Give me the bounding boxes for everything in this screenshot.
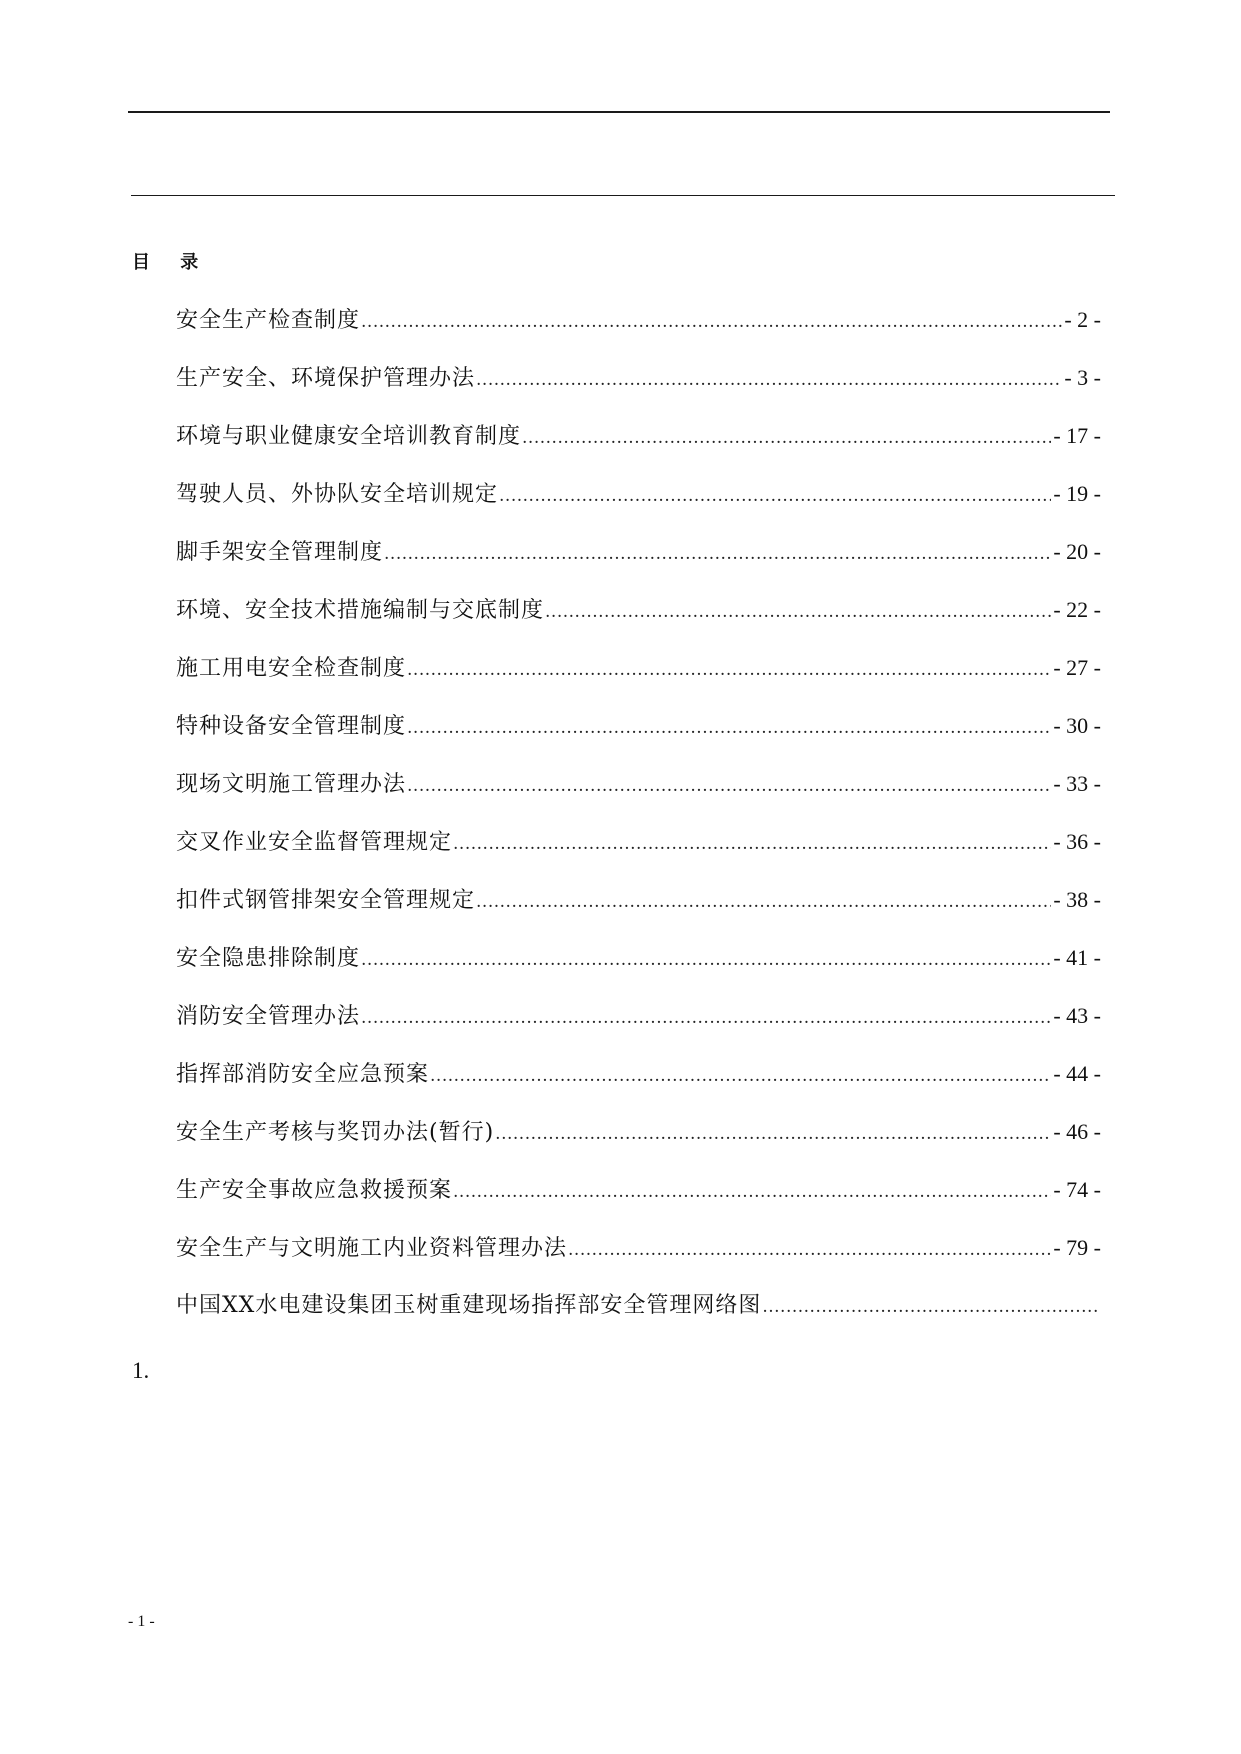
toc-entry-page: - 30 - <box>1053 713 1101 738</box>
toc-dot-leader <box>568 1232 1051 1268</box>
toc-dot-leader <box>476 362 1062 398</box>
toc-entry-16[interactable] <box>176 1172 1101 1230</box>
toc-dot-leader <box>407 652 1051 688</box>
toc-continuation-number: 1. <box>132 1358 150 1383</box>
toc-entry-title: 交叉作业安全监督管理规定 <box>176 830 453 855</box>
toc-entry-8[interactable] <box>176 708 1101 766</box>
toc-entry-10[interactable] <box>176 824 1101 882</box>
toc-entry-page: - 20 - <box>1053 539 1101 564</box>
toc-entry-title: 生产安全事故应急救援预案 <box>176 1178 453 1203</box>
toc-entry-title: 安全生产与文明施工内业资料管理办法 <box>176 1236 568 1261</box>
toc-entry-1[interactable] <box>176 302 1101 360</box>
toc-entry-13[interactable] <box>176 998 1101 1056</box>
toc-dot-leader <box>453 826 1051 862</box>
toc-heading: 目 录 <box>132 252 211 273</box>
toc-entry-page: - 43 - <box>1053 1003 1101 1028</box>
toc-dot-leader <box>407 710 1051 746</box>
toc-entry-title: 消防安全管理办法 <box>176 1004 361 1029</box>
toc-entry-page: - 74 - <box>1053 1177 1101 1202</box>
toc-entry-title: 环境与职业健康安全培训教育制度 <box>176 424 522 449</box>
toc-entry-3[interactable] <box>176 418 1101 476</box>
toc-entry-page: - 33 - <box>1053 771 1101 796</box>
toc-entry-title: 现场文明施工管理办法 <box>176 772 407 797</box>
toc-entry-title: 脚手架安全管理制度 <box>176 540 384 565</box>
toc-dot-leader <box>361 942 1051 978</box>
toc-dot-leader <box>522 420 1051 456</box>
toc-entry-page: - 2 - <box>1064 307 1101 332</box>
toc-entry-title: 中国XX水电建设集团玉树重建现场指挥部安全管理网络图 <box>176 1293 762 1318</box>
toc-entry-title: 安全生产检查制度 <box>176 308 361 333</box>
toc-dot-leader <box>495 1116 1051 1152</box>
toc-entry-page: - 3 - <box>1064 365 1101 390</box>
toc-dot-leader <box>384 536 1051 572</box>
toc-entry-page: - 19 - <box>1053 481 1101 506</box>
toc-dot-leader <box>361 304 1062 340</box>
toc-dot-leader <box>407 768 1051 804</box>
toc-dot-leader <box>361 1000 1051 1036</box>
toc-entry-14[interactable] <box>176 1056 1101 1114</box>
toc-entry-page: - 22 - <box>1053 597 1101 622</box>
toc-entry-6[interactable] <box>176 592 1101 650</box>
toc-entry-page: - 38 - <box>1053 887 1101 912</box>
toc-entry-page: - 27 - <box>1053 655 1101 680</box>
toc-entry-page: - 41 - <box>1053 945 1101 970</box>
toc-dot-leader <box>453 1174 1051 1210</box>
header-rule-bottom <box>131 195 1115 196</box>
page-number-footer: - 1 - <box>128 1613 155 1630</box>
toc-entry-2[interactable] <box>176 360 1101 418</box>
toc-entry-page: - 46 - <box>1053 1119 1101 1144</box>
toc-entry-7[interactable] <box>176 650 1101 708</box>
toc-entry-4[interactable] <box>176 476 1101 534</box>
toc-entry-title: 指挥部消防安全应急预案 <box>176 1062 430 1087</box>
toc-entry-15[interactable] <box>176 1114 1101 1172</box>
toc-dot-leader <box>762 1289 1099 1325</box>
toc-entry-18[interactable] <box>176 1288 1101 1346</box>
toc-entry-title: 安全隐患排除制度 <box>176 946 361 971</box>
toc-entry-11[interactable] <box>176 882 1101 940</box>
table-of-contents <box>176 302 1101 1346</box>
header-rule-top <box>128 111 1110 113</box>
toc-entry-12[interactable] <box>176 940 1101 998</box>
toc-dot-leader <box>430 1058 1051 1094</box>
toc-entry-title: 生产安全、环境保护管理办法 <box>176 366 476 391</box>
toc-entry-title: 施工用电安全检查制度 <box>176 656 407 681</box>
toc-entry-page: - 79 - <box>1053 1235 1101 1260</box>
toc-entry-17[interactable] <box>176 1230 1101 1288</box>
toc-entry-5[interactable] <box>176 534 1101 592</box>
toc-dot-leader <box>476 884 1051 920</box>
toc-entry-title: 环境、安全技术措施编制与交底制度 <box>176 598 545 623</box>
toc-dot-leader <box>545 594 1051 630</box>
toc-entry-9[interactable] <box>176 766 1101 824</box>
toc-entry-page: - 17 - <box>1053 423 1101 448</box>
toc-entry-title: 扣件式钢管排架安全管理规定 <box>176 888 476 913</box>
toc-entry-title: 驾驶人员、外协队安全培训规定 <box>176 482 499 507</box>
toc-entry-page: - 36 - <box>1053 829 1101 854</box>
toc-entry-title: 安全生产考核与奖罚办法(暂行) <box>176 1120 495 1145</box>
toc-entry-page: - 44 - <box>1053 1061 1101 1086</box>
toc-entry-title: 特种设备安全管理制度 <box>176 714 407 739</box>
toc-dot-leader <box>499 478 1051 514</box>
